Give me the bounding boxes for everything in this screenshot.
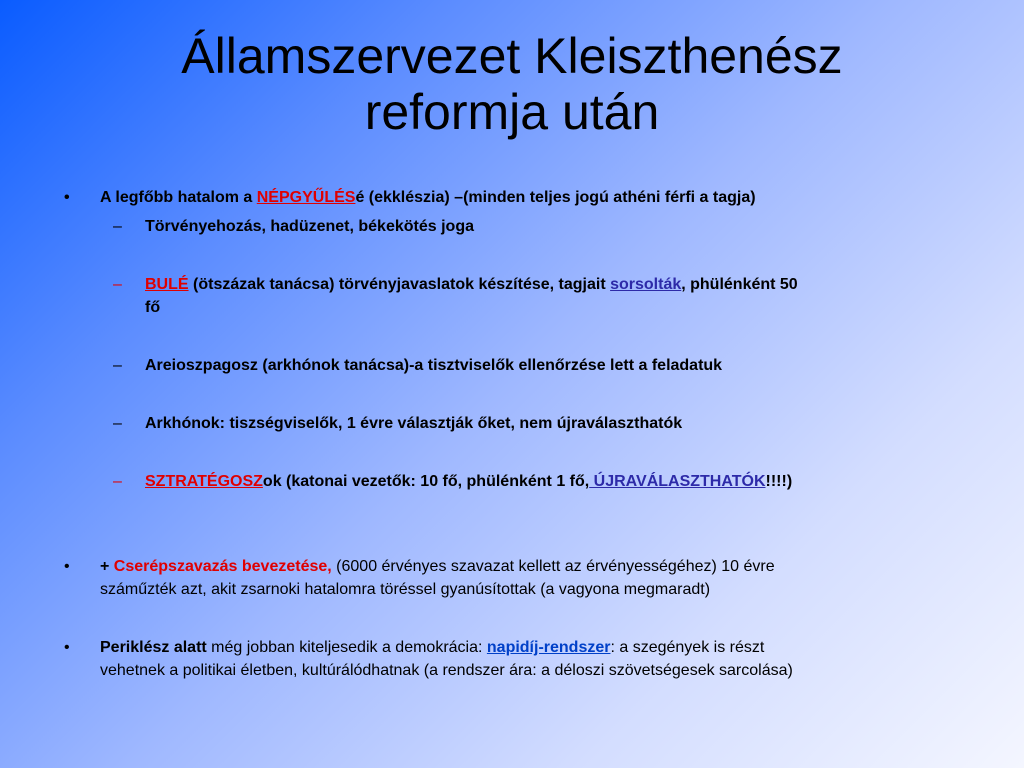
sub-item-arkhonok xyxy=(113,412,975,435)
link-napidij-rendszer[interactable]: napidíj-rendszer xyxy=(486,639,611,656)
sub-text-line2: fő xyxy=(145,299,161,316)
highlight-cserepszavazas: Cserépszavazás bevezetése, xyxy=(113,558,332,575)
link-sorsoltak[interactable]: sorsolták xyxy=(610,276,682,293)
bullet-marker: • xyxy=(64,558,70,575)
sub-item-torvenyhozas xyxy=(113,215,975,238)
text-line2: vehetnek a politikai életben, kultúrálódhatnak (a rendszer ára: a déloszi szövetségesek sarcolása) xyxy=(100,662,793,679)
dash-marker: – xyxy=(113,276,122,293)
sub-text: Areioszpagosz (arkhónok tanácsa)-a tisztviselők ellenőrzése lett a feladatuk xyxy=(145,357,723,374)
bold-periklesz: Periklész alatt xyxy=(100,639,207,656)
sub-text-mid: (ötszázak tanácsa) törvényjavaslatok készítése, tagjait xyxy=(188,276,611,293)
sub-text-post: , phülénként 50 xyxy=(681,276,798,293)
sub-item-bule xyxy=(113,273,975,319)
dash-marker: – xyxy=(113,473,122,490)
bullet-item-cserepszavazas xyxy=(64,555,980,601)
sub-item-sztrategosz xyxy=(113,470,975,493)
dash-marker: – xyxy=(113,357,122,374)
sub-text-post: !!!!) xyxy=(765,473,793,490)
text-line1-rest: (6000 érvényes szavazat kellett az érvényességéhez) 10 évre xyxy=(331,558,775,575)
text-pre: A legfőbb hatalom a xyxy=(100,189,257,206)
sub-text: Arkhónok: tiszségviselők, 1 évre választják őket, nem újraválaszthatók xyxy=(145,415,683,432)
text-post: : a szegények is részt xyxy=(610,639,765,656)
bullet-marker: • xyxy=(64,639,70,656)
highlight-nepgyules: NÉPGYŰLÉS xyxy=(256,189,356,206)
dash-marker: – xyxy=(113,415,122,432)
bullet-marker: • xyxy=(64,189,70,206)
link-ujravalaszthatok[interactable]: ÚJRAVÁLASZTHATÓK xyxy=(589,473,766,490)
bullet-item-nepgyules xyxy=(64,186,980,209)
sub-text: Törvényehozás, hadüzenet, békekötés joga xyxy=(145,218,474,235)
highlight-bule: BULÉ xyxy=(145,276,189,293)
sub-text-mid: ok (katonai vezetők: 10 fő, phülénként 1 fő, xyxy=(262,473,590,490)
dash-marker: – xyxy=(113,218,122,235)
highlight-sztrategosz: SZTRATÉGOSZ xyxy=(145,473,263,490)
slide-title xyxy=(0,28,1024,140)
bullet-item-periklesz xyxy=(64,636,980,682)
sub-item-areioszpagosz xyxy=(113,354,975,377)
title-line-1: Államszervezet Kleiszthenész xyxy=(181,28,843,84)
plus-sign: + xyxy=(100,558,114,575)
title-line-2: reformja után xyxy=(364,84,660,140)
text-post: é (ekklészia) –(minden teljes jogú athéni férfi a tagja) xyxy=(355,189,756,206)
text-line2: száműzték azt, akit zsarnoki hatalomra töréssel gyanúsítottak (a vagyona megmaradt) xyxy=(100,581,711,598)
text-mid: még jobban kiteljesedik a demokrácia: xyxy=(206,639,487,656)
